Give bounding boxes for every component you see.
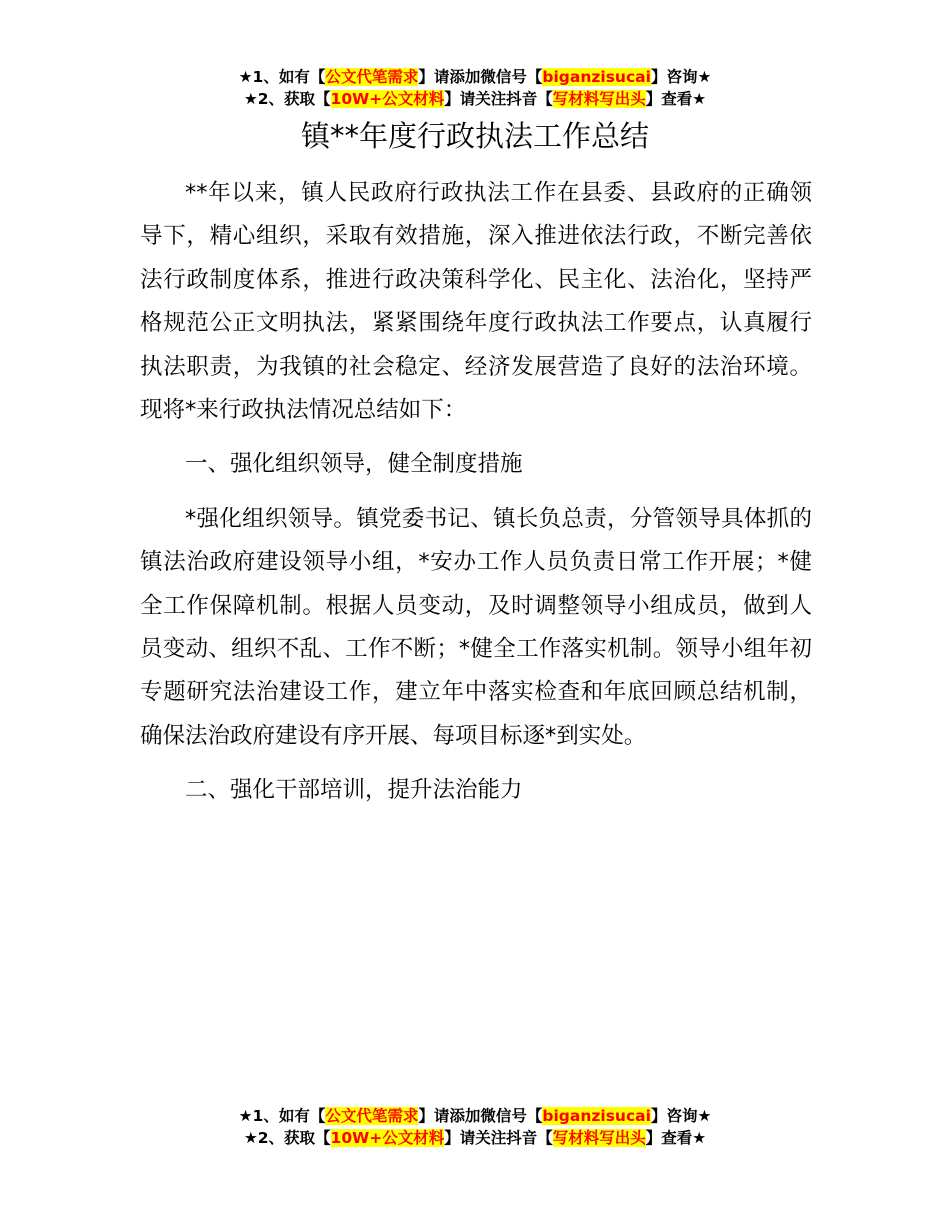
document-body bbox=[140, 172, 812, 824]
paragraph-intro: **年以来，镇人民政府行政执法工作在县委、县政府的正确领导下，精心组织，采取有效措施，深入推进依法行政，不断完善依法行政制度体系，推进行政决策科学化、民主化、法治化，坚持严格规范公正文明执法，紧紧围绕年度行政执法工作要点，认真履行执法职责，为我镇的社会稳定、经济发展营造了良好的法治环境。现将*来行政执法情况总结如下： bbox=[140, 180, 812, 424]
banner-line-2 bbox=[0, 88, 950, 110]
banner-line-1 bbox=[0, 1105, 950, 1127]
banner-line-1 bbox=[0, 66, 950, 88]
section-heading-1: 一、强化组织领导，健全制度措施 bbox=[185, 451, 523, 478]
banner-text: ★2、获取【 bbox=[243, 1129, 331, 1147]
banner-text: ★1、如有【 bbox=[238, 1107, 326, 1125]
banner-text: 】咨询★ bbox=[650, 68, 712, 86]
banner-text: 】查看★ bbox=[645, 1129, 707, 1147]
banner-highlight: 写材料写出头 bbox=[552, 90, 646, 108]
banner-highlight: 公文代笔需求 bbox=[325, 68, 419, 86]
banner-text: ★2、获取【 bbox=[243, 90, 331, 108]
banner-highlight: biganzisucai bbox=[542, 68, 651, 86]
footer-banner bbox=[0, 1105, 950, 1149]
banner-text: 】请添加微信号【 bbox=[418, 68, 543, 86]
banner-highlight: 写材料写出头 bbox=[552, 1129, 646, 1147]
banner-highlight: 公文代笔需求 bbox=[325, 1107, 419, 1125]
banner-text: 】请关注抖音【 bbox=[444, 90, 553, 108]
section-heading-2: 二、强化干部培训，提升法治能力 bbox=[185, 777, 523, 804]
banner-text: 】请添加微信号【 bbox=[418, 1107, 543, 1125]
banner-highlight: biganzisucai bbox=[542, 1107, 651, 1125]
banner-text: 】查看★ bbox=[645, 90, 707, 108]
banner-line-2 bbox=[0, 1127, 950, 1149]
paragraph-section-1: *强化组织领导。镇党委书记、镇长负总责，分管领导具体抓的镇法治政府建设领导小组，*安办工作人员负责日常工作开展；*健全工作保障机制。根据人员变动，及时调整领导小组成员，做到人员变动、组织不乱、工作不断；*健全工作落实机制。领导小组年初专题研究法治建设工作，建立年中落实检查和年底回顾总结机制，确保法治政府建设有序开展、每项目标逐*到实处。 bbox=[140, 505, 812, 749]
banner-text: 】请关注抖音【 bbox=[444, 1129, 553, 1147]
header-banner bbox=[0, 66, 950, 110]
banner-highlight: 10W+公文材料 bbox=[330, 90, 445, 108]
banner-text: ★1、如有【 bbox=[238, 68, 326, 86]
banner-highlight: 10W+公文材料 bbox=[330, 1129, 445, 1147]
document-title: 镇**年度行政执法工作总结 bbox=[300, 119, 649, 153]
banner-text: 】咨询★ bbox=[650, 1107, 712, 1125]
